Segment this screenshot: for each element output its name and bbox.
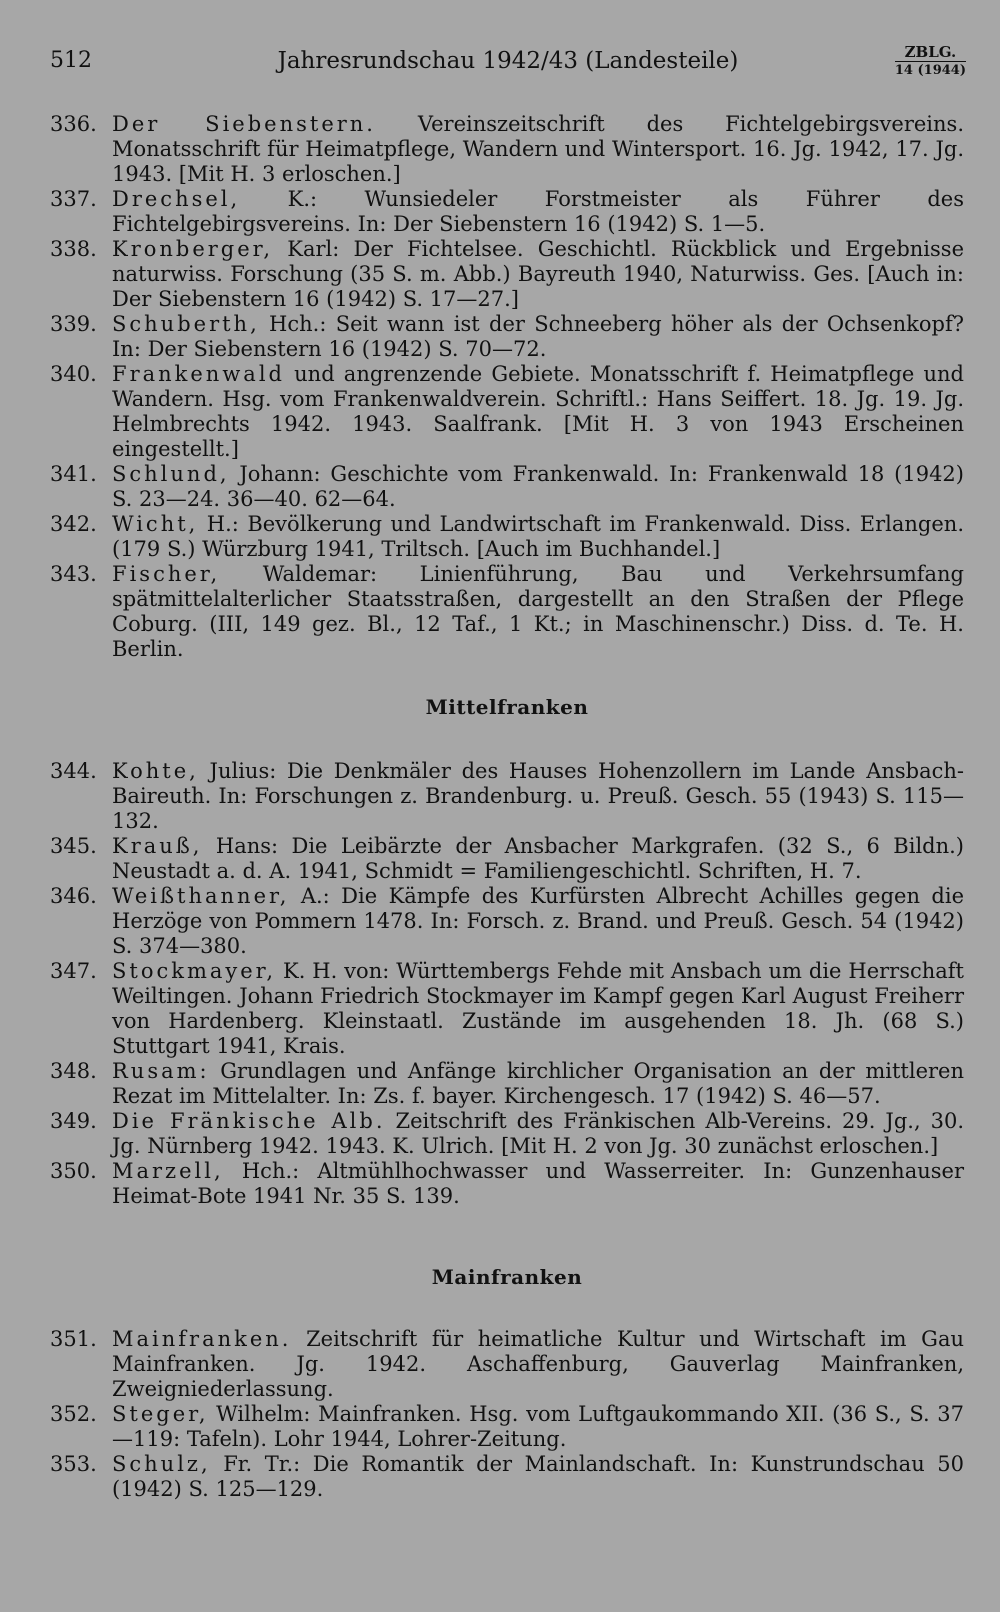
bibliography-entry — [50, 112, 964, 187]
entry-text: A.: Die Kämpfe des Kurfürsten Albrecht Achilles gegen die Herzöge von Pommern 1478. In: Forsch. z. Brand. und Preuß. Gesch. 54 (1942) S. 374—380. — [112, 884, 964, 958]
entry-number: 345. — [50, 834, 97, 858]
entry-author: Schuberth, — [112, 312, 260, 336]
entry-author: Marzell, — [112, 1159, 224, 1183]
bibliography-entry — [50, 1402, 964, 1452]
entry-text: H.: Bevölkerung und Landwirtschaft im Frankenwald. Diss. Erlangen. (179 S.) Würzburg 1941, Triltsch. [Auch im Buchhandel.] — [112, 512, 964, 561]
entry-number: 353. — [50, 1452, 97, 1476]
entry-author: Schulz, — [112, 1452, 211, 1476]
entry-group-c — [50, 1327, 964, 1502]
entry-text: Wilhelm: Mainfranken. Hsg. vom Luftgaukommando XII. (36 S., S. 37—119: Tafeln). Lohr 1944, Lohrer-Zeitung. — [112, 1402, 964, 1451]
entry-text: Hans: Die Leibärzte der Ansbacher Markgrafen. (32 S., 6 Bildn.) Neustadt a. d. A. 1941, Schmidt = Familiengeschichtl. Schriften, H. 7. — [112, 834, 964, 883]
entry-group-a — [50, 112, 964, 662]
entry-text: Zeitschrift für heimatliche Kultur und Wirtschaft im Gau Mainfranken. Jg. 1942. Aschaffenburg, Gauverlag Mainfranken, Zweigniederlassung. — [112, 1327, 964, 1401]
entry-number: 339. — [50, 312, 97, 336]
entry-number: 352. — [50, 1402, 97, 1426]
section-heading-mittelfranken: Mittelfranken — [425, 695, 589, 719]
running-title: Jahresrundschau 1942/43 (Landesteile) — [277, 48, 739, 74]
bibliography-entry — [50, 759, 964, 834]
entry-number: 340. — [50, 362, 97, 386]
bibliography-entry — [50, 462, 964, 512]
bibliography-entry — [50, 362, 964, 462]
entry-text: Zeitschrift des Fränkischen Alb-Vereins. 29. Jg., 30. Jg. Nürnberg 1942. 1943. K. Ulrich. [Mit H. 2 von Jg. 30 zunächst erloschen.] — [112, 1109, 964, 1158]
journal-code-volume: 14 (1944) — [894, 63, 966, 78]
entry-author: Steger, — [112, 1402, 209, 1426]
bibliography-entry — [50, 1452, 964, 1502]
entry-author: Der Siebenstern. — [112, 112, 376, 136]
entry-text: Grundlagen und Anfänge kirchlicher Organisation an der mittleren Rezat im Mittelalter. In: Zs. f. bayer. Kirchengesch. 17 (1942) S. 46—57. — [112, 1059, 964, 1108]
entry-group-b — [50, 759, 964, 1209]
bibliography-entry — [50, 1159, 964, 1209]
page-number: 512 — [50, 48, 92, 73]
entry-number: 350. — [50, 1159, 97, 1183]
entry-number: 336. — [50, 112, 97, 136]
bibliography-entry — [50, 237, 964, 312]
entry-author: Die Fränkische Alb. — [112, 1109, 386, 1133]
entry-text: Waldemar: Linienführung, Bau und Verkehrsumfang spätmittelalterlicher Staatsstraßen, dargestellt an den Straßen der Pflege Coburg. (III, 149 gez. Bl., 12 Taf., 1 Kt.; in Maschinenschr.) Diss. d. Te. H. Berlin. — [112, 562, 964, 661]
bibliography-entry — [50, 884, 964, 959]
entry-author: Krauß, — [112, 834, 203, 858]
bibliography-entry — [50, 1059, 964, 1109]
bibliography-entry — [50, 512, 964, 562]
entry-author: Frankenwald — [112, 362, 285, 386]
bibliography-entry — [50, 187, 964, 237]
entry-number: 347. — [50, 959, 97, 983]
entry-text: K.: Wunsiedeler Forstmeister als Führer des Fichtelgebirgsvereins. In: Der Siebenstern 16 (1942) S. 1—5. — [112, 187, 964, 236]
entry-number: 346. — [50, 884, 97, 908]
entry-text: Johann: Geschichte vom Frankenwald. In: Frankenwald 18 (1942) S. 23—24. 36—40. 62—64. — [112, 462, 964, 511]
bibliography-entry — [50, 1327, 964, 1402]
entry-author: Mainfranken. — [112, 1327, 292, 1351]
entry-number: 337. — [50, 187, 97, 211]
entry-number: 343. — [50, 562, 97, 586]
entry-author: Kohte, — [112, 759, 199, 783]
entry-text: und angrenzende Gebiete. Monatsschrift f. Heimatpflege und Wandern. Hsg. vom Frankenwaldverein. Schriftl.: Hans Seiffert. 18. Jg. 19. Jg. Helmbrechts 1942. 1943. Saalfrank. [Mit H. 3 von 1943 Erscheinen eingestellt.] — [112, 362, 964, 461]
entry-number: 338. — [50, 237, 97, 261]
entry-author: Weißthanner, — [112, 884, 290, 908]
entry-number: 342. — [50, 512, 97, 536]
bibliography-entry — [50, 562, 964, 662]
entry-author: Fischer, — [112, 562, 221, 586]
entry-author: Kronberger, — [112, 237, 274, 261]
entry-number: 348. — [50, 1059, 97, 1083]
entry-text: Julius: Die Denkmäler des Hauses Hohenzollern im Lande Ansbach-Baireuth. In: Forschungen z. Brandenburg. u. Preuß. Gesch. 55 (1943) S. 115—132. — [112, 759, 964, 833]
page-header — [50, 44, 966, 86]
entry-text: Hch.: Altmühlhochwasser und Wasserreiter. In: Gunzenhauser Heimat-Bote 1941 Nr. 35 S. 139. — [112, 1159, 964, 1208]
entry-number: 341. — [50, 462, 97, 486]
journal-code — [895, 44, 966, 79]
entry-number: 349. — [50, 1109, 97, 1133]
section-heading-mainfranken: Mainfranken — [431, 1265, 583, 1289]
entry-author: Wicht, — [112, 512, 199, 536]
bibliography-entry — [50, 1109, 964, 1159]
bibliography-entry — [50, 959, 964, 1059]
entry-number: 344. — [50, 759, 97, 783]
entry-text: Vereinszeitschrift des Fichtelgebirgsvereins. Monatsschrift für Heimatpflege, Wandern und Wintersport. 16. Jg. 1942, 17. Jg. 1943. [Mit H. 3 erloschen.] — [112, 112, 964, 186]
bibliography-body — [50, 112, 964, 1502]
entry-author: Rusam: — [112, 1059, 210, 1083]
journal-code-abbrev: ZBLG. — [895, 44, 966, 62]
bibliography-entry — [50, 834, 964, 884]
entry-text: Hch.: Seit wann ist der Schneeberg höher als der Ochsenkopf? In: Der Siebenstern 16 (1942) S. 70—72. — [112, 312, 964, 361]
entry-text: K. H. von: Württembergs Fehde mit Ansbach um die Herrschaft Weiltingen. Johann Friedrich Stockmayer im Kampf gegen Karl August Freiherr von Hardenberg. Kleinstaatl. Zustände im ausgehenden 18. Jh. (68 S.) Stuttgart 1941, Krais. — [112, 959, 964, 1058]
entry-text: Karl: Der Fichtelsee. Geschichtl. Rückblick und Ergebnisse naturwiss. Forschung (35 S. m. Abb.) Bayreuth 1940, Naturwiss. Ges. [Auch in: Der Siebenstern 16 (1942) S. 17—27.] — [112, 237, 964, 311]
entry-author: Stockmayer, — [112, 959, 277, 983]
bibliography-entry — [50, 312, 964, 362]
entry-text: Fr. Tr.: Die Romantik der Mainlandschaft. In: Kunstrundschau 50 (1942) S. 125—129. — [112, 1452, 964, 1501]
entry-number: 351. — [50, 1327, 97, 1351]
entry-author: Drechsel, — [112, 187, 241, 211]
entry-author: Schlund, — [112, 462, 230, 486]
